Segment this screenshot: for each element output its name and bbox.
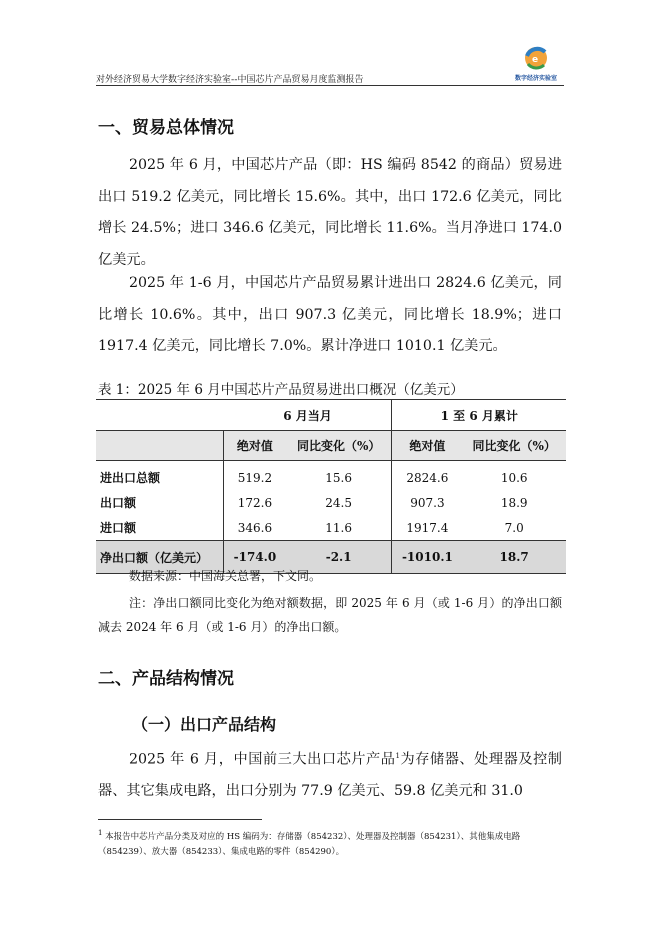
row-label: 出口额 [100, 496, 137, 510]
table-cell: 18.9 [500, 495, 528, 510]
table-cell: 907.3 [392, 490, 462, 515]
footnote-ref[interactable]: 1 [395, 752, 400, 760]
table-cell: 11.6 [325, 520, 352, 535]
section-1-title: 一、贸易总体情况 [98, 118, 234, 138]
footnote-text: 本报告中芯片产品分类及对应的 HS 编码为：存储器（854232）、处理器及控制器（854231）、其他集成电路（854239）、放大器（854233）、集成电路的零件（854290）。 [98, 831, 521, 857]
table-cell: 1917.4 [392, 515, 462, 541]
section-2-para-1 [98, 741, 562, 808]
table-cell: -2.1 [286, 541, 392, 574]
table-cell: 7.0 [504, 520, 524, 535]
table-cell: 519.2 [223, 461, 285, 491]
footnote-mark: 1 [98, 829, 103, 837]
table-note: 注：净出口额同比变化为绝对额数据，即 2025 年 6 月（或 1-6 月）的净出口额减去 2024 年 6 月（或 1-6 月）的净出口额。 [98, 596, 562, 634]
group-header-cumulative: 1 至 6 月累计 [392, 400, 566, 431]
table-col-header-row [96, 431, 566, 461]
logo-caption: 数字经济实验室 [514, 75, 557, 82]
subsection-title: （一）出口产品结构 [132, 715, 277, 734]
footnote-rule [98, 819, 262, 820]
row-label: 进口额 [100, 521, 137, 535]
table-row [96, 515, 566, 541]
para-text: 2025 年 6 月，中国前三大出口芯片产品 [129, 751, 396, 768]
para-text: 为存储器、处理器及控制器、其它集成电路，出口分别为 77.9 亿美元、59.8 亿美元和 31.0 [98, 751, 562, 800]
table-cell: 18.7 [462, 541, 566, 574]
section-1-para-1: 2025 年 6 月，中国芯片产品（即：HS 编码 8542 的商品）贸易进出口 519.2 亿美元，同比增长 15.6%。其中，出口 172.6 亿美元，同比增长 24.5%；进口 346.6 亿美元，同比增长 11.6%。当月净进口 174.0 亿美元。 [98, 157, 562, 268]
table-cell: 24.5 [325, 495, 352, 510]
table-cell: -1010.1 [392, 541, 462, 574]
table-cell: 172.6 [223, 490, 285, 515]
section-1-para-2: 2025 年 1-6 月，中国芯片产品贸易累计进出口 2824.6 亿美元，同比增长 10.6%。其中，出口 907.3 亿美元，同比增长 18.9%；进口 1917.4 亿美元，同比增长 7.0%。累计净进口 1010.1 亿美元。 [98, 275, 562, 354]
table-source: 数据来源：中国海关总署，下文同。 [129, 569, 322, 583]
section-2-title: 二、产品结构情况 [98, 669, 234, 689]
row-label: 进出口总额 [100, 471, 161, 485]
table-cell: 10.6 [500, 470, 528, 485]
running-header: 对外经济贸易大学数字经济实验室--中国芯片产品贸易月度监测报告 [96, 75, 364, 85]
table-corner-2 [96, 431, 223, 461]
table-row [96, 490, 566, 515]
col-header-abs-cum: 绝对值 [392, 431, 462, 461]
table-cell: 346.6 [223, 515, 285, 541]
table-cell: 2824.6 [392, 461, 462, 491]
table-row [96, 461, 566, 491]
table-cell: 15.6 [325, 470, 352, 485]
table-group-header-row [96, 400, 566, 431]
table-caption: 表 1：2025 年 6 月中国芯片产品贸易进出口概况（亿美元） [98, 382, 464, 398]
col-header-yoy-cum: 同比变化（%） [462, 431, 566, 461]
table-corner [96, 400, 223, 431]
row-label: 净出口额（亿美元） [96, 541, 223, 574]
group-header-month: 6 月当月 [223, 400, 392, 431]
col-header-abs-month: 绝对值 [223, 431, 285, 461]
trade-summary-table [96, 399, 566, 574]
table-cell: -174.0 [223, 541, 285, 574]
col-header-yoy-month: 同比变化（%） [286, 431, 392, 461]
footnote [98, 826, 562, 860]
svg-text:e: e [532, 55, 539, 65]
header-rule [96, 85, 564, 86]
